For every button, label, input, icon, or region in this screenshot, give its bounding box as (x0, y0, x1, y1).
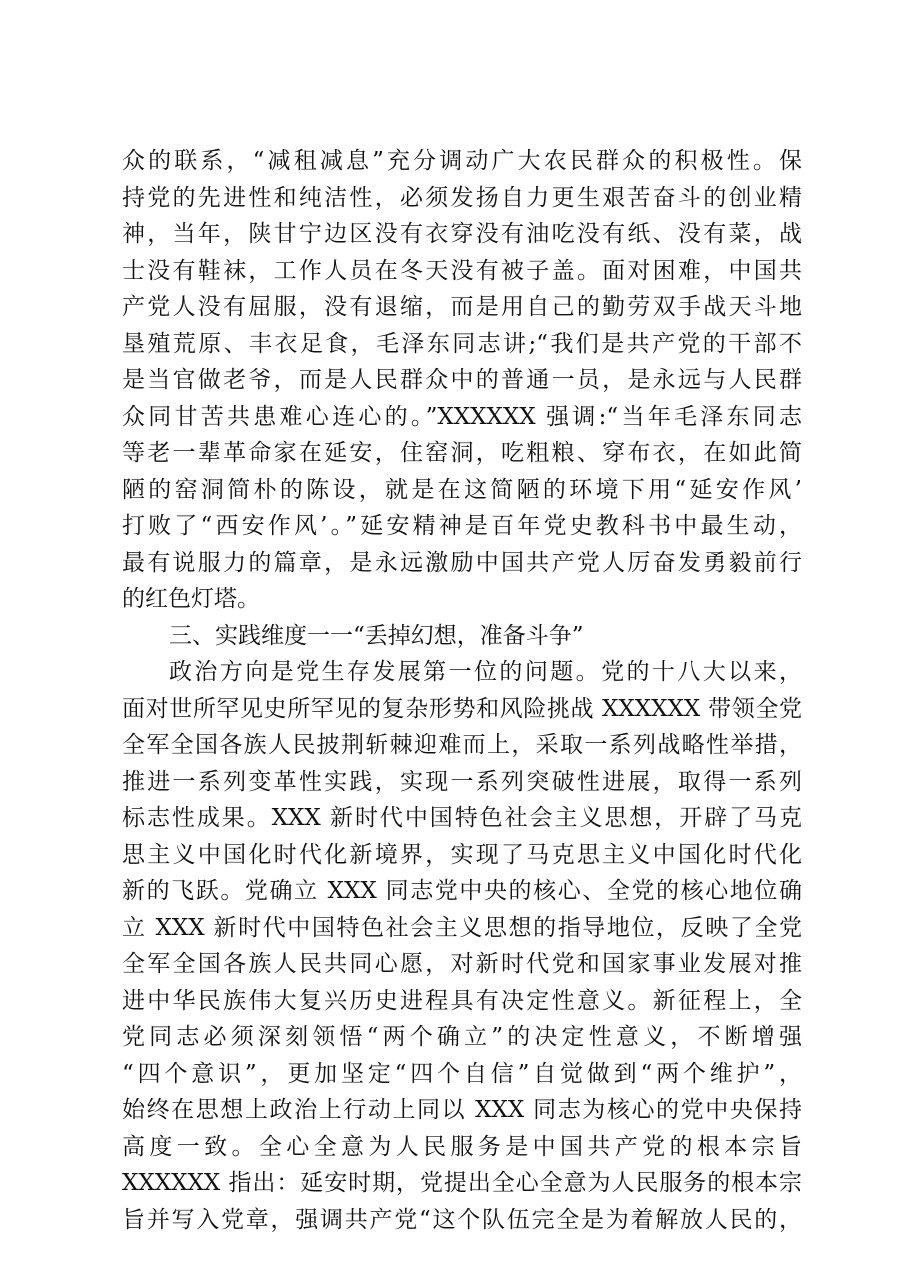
text-line: 旨并写入党章，强调共产党“这个队伍完全是为着解放人民的， (122, 1206, 802, 1233)
text-line: 最有说服力的篇章，是永远激励中国共产党人厉奋发勇毅前行 (122, 549, 802, 576)
text-line: 打败了“西安作风’。”延安精神是百年党史教科书中最生动， (122, 513, 802, 539)
text-line: 众同甘苦共患难心连心的。”XXXXXX 强调:“当年毛泽东同志 (122, 403, 802, 430)
text-line: 陋的窑洞简朴的陈设，就是在这简陋的环境下用“延安作风’ (122, 476, 802, 503)
paragraph-first-line: 政治方向是党生存发展第一位的问题。党的十八大以来， (169, 659, 802, 685)
text-line: 士没有鞋袜，工作人员在冬天没有被子盖。面对困难，中国共 (122, 257, 802, 284)
text-line: 新的飞跃。党确立 XXX 同志党中央的核心、全党的核心地位确 (122, 878, 802, 904)
text-line: 标志性成果。XXX 新时代中国特色社会主义思想，开辟了马克 (122, 805, 802, 831)
text-line: 高度一致。全心全意为人民服务是中国共产党的根本宗旨 (122, 1133, 802, 1160)
text-line: 立 XXX 新时代中国特色社会主义思想的指导地位，反映了全党 (122, 914, 802, 941)
text-line: 面对世所罕见史所罕见的复杂形势和风险挑战 XXXXXX 带领全党 (122, 695, 802, 722)
text-line: 思主义中国化时代化新境界，实现了马克思主义中国化时代化 (122, 841, 802, 868)
text-line: 等老一辈革命家在延安，住窑洞，吃粗粮、穿布衣，在如此简 (122, 440, 802, 466)
text-line: 始终在思想上政治上行动上同以 XXX 同志为核心的党中央保持 (122, 1097, 802, 1123)
text-line: XXXXXX 指出：延安时期，党提出全心全意为人民服务的根本宗 (122, 1170, 802, 1196)
text-line: 全军全国各族人民披荆斩棘迎难而上，采取一系列战略性举措， (122, 732, 802, 758)
text-line: “四个意识”，更加坚定“四个自信”自觉做到“两个维护”， (122, 1060, 802, 1087)
text-line: 是当官做老爷，而是人民群众中的普通一员，是永远与人民群 (122, 367, 802, 393)
body-text (122, 143, 802, 1238)
text-line: 持党的先进性和纯洁性，必须发扬自力更生艰苦奋斗的创业精 (122, 184, 802, 211)
text-line: 推进一系列变革性实践，实现一系列突破性进展，取得一系列 (122, 768, 802, 795)
text-line: 的红色灯塔。 (122, 586, 260, 612)
text-line: 党同志必须深刻领悟“两个确立”的决定性意义，不断增强 (122, 1024, 802, 1050)
text-line: 垦殖荒原、丰衣足食，毛泽东同志讲;“我们是共产党的干部不 (122, 330, 802, 357)
text-line: 众的联系，“减租减息”充分调动广大农民群众的积极性。保 (122, 148, 802, 174)
text-line: 产党人没有屈服，没有退缩，而是用自己的勤劳双手战天斗地 (122, 294, 802, 320)
section-heading: 三、实践维度一一“丢掉幻想，准备斗争” (169, 622, 584, 649)
text-line: 神，当年，陕甘宁边区没有衣穿没有油吃没有纸、没有菜，战 (122, 221, 802, 247)
text-line: 全军全国各族人民共同心愿，对新时代党和国家事业发展对推 (122, 951, 802, 977)
text-line: 进中华民族伟大复兴历史进程具有决定性意义。新征程上，全 (122, 987, 802, 1014)
